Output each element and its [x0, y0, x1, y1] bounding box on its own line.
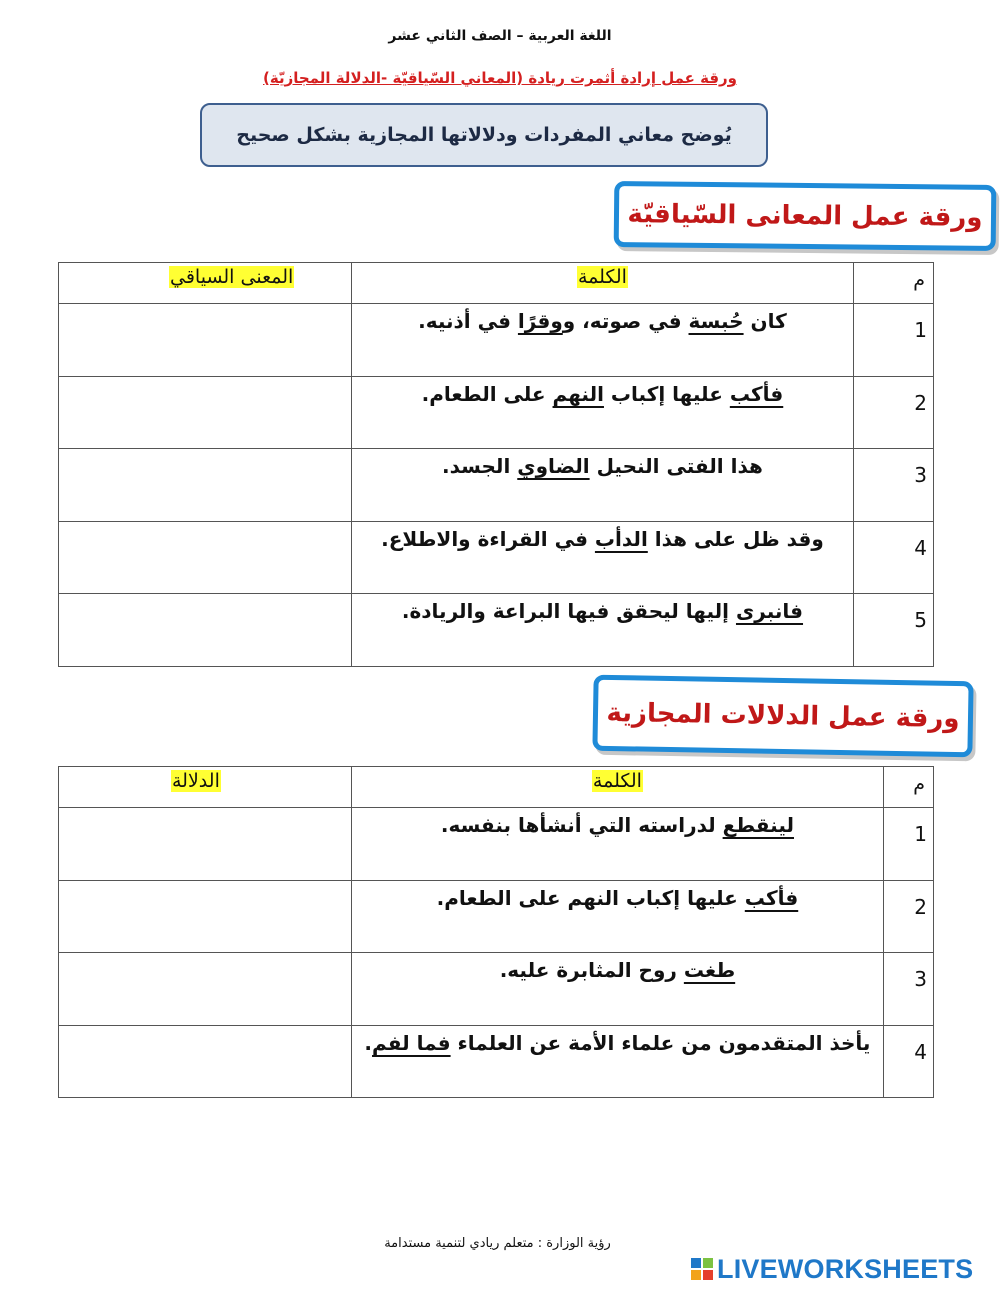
answer-field[interactable]: [59, 594, 352, 667]
learning-objective: يُوضح معاني المفردات ودلالاتها المجازية بشكل صحيح: [200, 103, 768, 167]
answer-field[interactable]: [59, 449, 352, 522]
section-title-figurative-meanings: ورقة عمل الدلالات المجازية: [592, 675, 973, 758]
row-number: 4: [854, 521, 934, 594]
target-word: فأكب: [729, 381, 784, 406]
header-figurative-meaning: الدلالة: [59, 767, 352, 808]
row-number: 3: [884, 953, 934, 1026]
sentence-text: عليها إكباب: [603, 381, 730, 406]
answer-field[interactable]: [59, 880, 352, 953]
liveworksheets-logo: [690, 1254, 990, 1284]
row-number: 1: [854, 304, 934, 377]
contextual-meanings-table: [58, 262, 934, 667]
sentence-text: روح المثابرة عليه.: [499, 958, 684, 982]
target-word: وقرًا: [517, 309, 563, 333]
header-number: م: [854, 263, 934, 304]
table-row: [59, 808, 934, 881]
sentence-cell: [351, 953, 883, 1026]
sentence-text: إليها ليحقق فيها البراعة والريادة.: [401, 599, 736, 623]
sentence-cell: [351, 376, 853, 449]
table-row: [59, 953, 934, 1026]
table-row: [59, 880, 934, 953]
table-header-row: [59, 263, 934, 304]
sentence-cell: [351, 449, 853, 522]
target-word: حُبسة: [688, 309, 744, 333]
sentence-cell: [351, 521, 853, 594]
header-word: الكلمة: [351, 263, 853, 304]
sentence-text: الجسد.: [442, 454, 518, 478]
header-word: الكلمة: [351, 767, 883, 808]
ministry-vision: رؤية الوزارة : متعلم ريادي لتنمية مستدامة: [384, 1236, 611, 1251]
sentence-text: كان: [743, 309, 787, 333]
sentence-text: على الطعام.: [421, 381, 553, 406]
sheet-title: ورقة عمل إرادة أثمرت ريادة (المعاني السّياقيّة -الدلالة المجازيّة): [263, 69, 737, 87]
answer-field[interactable]: [59, 953, 352, 1026]
table-row: [59, 304, 934, 377]
header-contextual-meaning: المعنى السياقي: [59, 263, 352, 304]
row-number: 2: [884, 880, 934, 953]
answer-field[interactable]: [59, 808, 352, 881]
table-row: [59, 449, 934, 522]
row-number: 4: [884, 1025, 934, 1098]
answer-field[interactable]: [59, 521, 352, 594]
target-word: فما لفم: [372, 1030, 451, 1055]
sentence-text: لدراسته التي أنشأها بنفسه.: [440, 813, 723, 837]
figurative-meanings-table: [58, 766, 934, 1098]
sentence-cell: [351, 880, 883, 953]
table-row: [59, 376, 934, 449]
target-word: طغت: [683, 958, 736, 982]
table-header-row: [59, 767, 934, 808]
sentence-text: في القراءة والاطلاع.: [381, 526, 595, 551]
subject-heading: اللغة العربية – الصف الثاني عشر: [388, 28, 612, 44]
row-number: 1: [884, 808, 934, 881]
table-row: [59, 594, 934, 667]
sentence-text: .: [364, 1030, 373, 1055]
target-word: فانبرى: [735, 599, 804, 623]
row-number: 3: [854, 449, 934, 522]
answer-field[interactable]: [59, 376, 352, 449]
sentence-text: يأخذ المتقدمون من علماء الأمة عن العلماء: [450, 1030, 871, 1055]
sentence-cell: [351, 594, 853, 667]
target-word: فأكب: [744, 885, 799, 910]
sentence-text: وقد ظل على هذا: [647, 526, 824, 551]
section-title-contextual-meanings: ورقة عمل المعانى السّياقيّة: [614, 181, 997, 251]
answer-field[interactable]: [59, 1025, 352, 1098]
table-row: [59, 521, 934, 594]
header-number: م: [884, 767, 934, 808]
target-word: الضاوي: [517, 454, 590, 478]
row-number: 2: [854, 376, 934, 449]
target-word: الدأب: [594, 526, 648, 551]
sentence-cell: [351, 808, 883, 881]
sentence-text: في صوته، و: [562, 309, 689, 333]
sentence-cell: [351, 304, 853, 377]
row-number: 5: [854, 594, 934, 667]
table-row: [59, 1025, 934, 1098]
liveworksheets-wordmark: LIVEWORKSHEETS: [717, 1253, 974, 1284]
sentence-cell: [351, 1025, 883, 1098]
target-word: لينقطع: [722, 813, 794, 837]
sentence-text: هذا الفتى النحيل: [589, 454, 763, 478]
answer-field[interactable]: [59, 304, 352, 377]
target-word: النهم: [552, 381, 604, 406]
sentence-text: في أذنيه.: [418, 309, 518, 333]
liveworksheets-icon: [690, 1257, 714, 1281]
sentence-text: عليها إكباب النهم على الطعام.: [436, 885, 745, 910]
